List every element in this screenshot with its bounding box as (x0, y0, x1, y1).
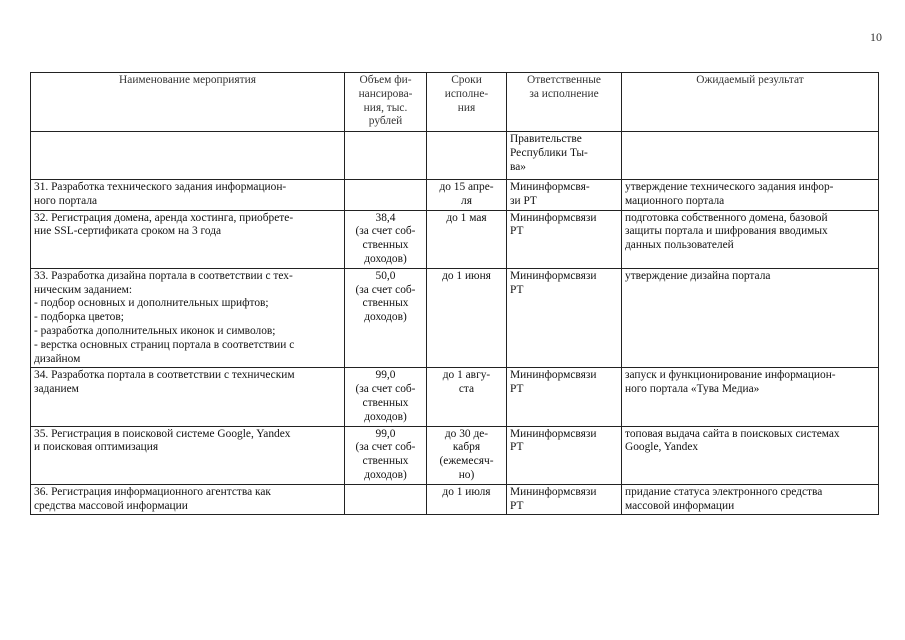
text-line: Республики Ты- (510, 146, 588, 159)
cell-result (622, 368, 879, 426)
text-line: Объем фи- (359, 74, 412, 86)
text-line: - верстка основных страниц портала в соответствии с (34, 338, 295, 351)
text-line: ва» (510, 160, 526, 173)
text-line: РТ (510, 499, 524, 512)
cell-responsible (507, 426, 622, 484)
cell-result (622, 268, 879, 368)
text-line: доходов) (364, 311, 407, 324)
text-line: защиты портала и шифрования вводимых (625, 225, 828, 238)
continuation-volume-cell (345, 132, 427, 180)
cell-responsible (507, 180, 622, 211)
text-line: зи РТ (510, 194, 537, 207)
text-line: утверждение технического задания инфор- (625, 181, 834, 193)
table-row (31, 180, 879, 211)
text-line: до 1 июля (442, 485, 491, 498)
text-line: доходов) (364, 468, 407, 481)
cell-result (622, 210, 879, 268)
text-line: до 15 апре- (439, 181, 494, 193)
header-result (622, 73, 879, 132)
cell-result (622, 484, 879, 515)
cell-responsible (507, 210, 622, 268)
text-line: средства массовой информации (34, 499, 188, 512)
text-line: мационного портала (625, 194, 725, 207)
text-line: 38,4 (375, 211, 396, 224)
text-line: 33. Разработка дизайна портала в соответствии с тех- (34, 269, 293, 282)
text-line: топовая выдача сайта в поисковых системах (625, 427, 840, 440)
cell-deadline (427, 484, 507, 515)
cell-responsible (507, 368, 622, 426)
cell-volume (345, 210, 427, 268)
table-header-row (31, 73, 879, 132)
text-line: ственных (362, 396, 409, 409)
action-plan-table (30, 72, 879, 515)
text-line: ническим заданием: (34, 283, 133, 296)
continuation-row (31, 132, 879, 180)
text-line: ста (458, 383, 475, 396)
text-line: массовой информации (625, 499, 735, 512)
text-line: ного портала (34, 194, 98, 207)
header-responsible (507, 73, 622, 132)
text-line: доходов) (364, 410, 407, 423)
text-line: но) (458, 468, 475, 481)
text-line: ние SSL-сертификата сроком на 3 года (34, 225, 222, 238)
text-line: 34. Разработка портала в соответствии с техническим (34, 369, 295, 382)
text-line: РТ (510, 225, 524, 238)
cell-name (31, 268, 345, 368)
text-line: Мининформсвязи (510, 269, 597, 282)
text-line: (за счет соб- (355, 441, 416, 454)
text-line: кабря (452, 441, 481, 454)
text-line: (за счет соб- (355, 283, 416, 296)
continuation-name-cell (31, 132, 345, 180)
text-line: - подборка цветов; (34, 311, 124, 324)
text-line: - разработка дополнительных иконок и символов; (34, 324, 276, 337)
table-row (31, 484, 879, 515)
text-line: доходов) (364, 252, 407, 265)
text-line: 99,0 (375, 427, 396, 440)
text-line: за исполнение (529, 87, 599, 100)
text-line: Правительстве (510, 133, 582, 145)
text-line: Google, Yandex (625, 441, 699, 454)
cell-volume (345, 368, 427, 426)
text-line: подготовка собственного домена, базовой (625, 211, 828, 224)
text-line: Ожидаемый результат (696, 74, 804, 86)
table-row (31, 268, 879, 368)
text-line: нансирова- (358, 87, 413, 100)
cell-name (31, 426, 345, 484)
text-line: ния, тыс. (363, 101, 408, 114)
cell-deadline (427, 210, 507, 268)
cell-volume (345, 268, 427, 368)
text-line: до 1 мая (446, 211, 487, 224)
text-line: утверждение дизайна портала (625, 269, 771, 282)
cell-name (31, 210, 345, 268)
continuation-deadline-cell (427, 132, 507, 180)
cell-volume (345, 180, 427, 211)
text-line: - подбор основных и дополнительных шрифтов; (34, 297, 269, 310)
text-line: (за счет соб- (355, 225, 416, 238)
cell-volume (345, 426, 427, 484)
cell-deadline (427, 268, 507, 368)
page-number: 10 (870, 30, 882, 44)
header-deadline (427, 73, 507, 132)
cell-volume (345, 484, 427, 515)
text-line: 31. Разработка технического задания информацион- (34, 181, 287, 193)
cell-deadline (427, 180, 507, 211)
header-name (31, 73, 345, 132)
text-line: Мининформсвязи (510, 427, 597, 440)
text-line: Сроки (451, 74, 482, 86)
continuation-result-cell (622, 132, 879, 180)
text-line: до 1 авгу- (442, 369, 491, 382)
cell-name (31, 368, 345, 426)
cell-name (31, 484, 345, 515)
text-line: Мининформсвязи (510, 369, 597, 382)
text-line: ственных (362, 297, 409, 310)
text-line: ля (461, 194, 472, 207)
table-row (31, 210, 879, 268)
cell-result (622, 180, 879, 211)
text-line: РТ (510, 283, 524, 296)
text-line: запуск и функционирование информацион- (625, 369, 836, 382)
text-line: и поисковая оптимизация (34, 441, 159, 454)
text-line: заданием (34, 383, 79, 396)
text-line: (ежемесяч- (439, 455, 494, 468)
text-line: Ответственные (527, 74, 601, 86)
text-line: данных пользователей (625, 239, 734, 252)
continuation-responsible-cell (507, 132, 622, 180)
cell-deadline (427, 426, 507, 484)
cell-deadline (427, 368, 507, 426)
text-line: придание статуса электронного средства (625, 485, 823, 498)
text-line: ного портала «Тува Медиа» (625, 383, 760, 396)
header-volume (345, 73, 427, 132)
text-line: Мининформсвязи (510, 485, 597, 498)
text-line: 50,0 (375, 269, 396, 282)
text-line: ственных (362, 455, 409, 468)
text-line: рублей (368, 115, 403, 128)
text-line: 35. Регистрация в поисковой системе Google, Yandex (34, 427, 291, 440)
text-line: ственных (362, 239, 409, 252)
text-line: ния (457, 101, 476, 114)
table-row (31, 368, 879, 426)
text-line: исполне- (444, 87, 489, 100)
text-line: дизайном (34, 352, 81, 365)
text-line: Мининформсвя- (510, 181, 590, 193)
text-line: 36. Регистрация информационного агентства как (34, 485, 271, 498)
table-row (31, 426, 879, 484)
cell-name (31, 180, 345, 211)
text-line: РТ (510, 441, 524, 454)
text-line: РТ (510, 383, 524, 396)
cell-responsible (507, 484, 622, 515)
text-line: до 1 июня (442, 269, 491, 282)
text-line: Наименование мероприятия (119, 74, 256, 86)
text-line: до 30 де- (444, 427, 489, 440)
cell-result (622, 426, 879, 484)
cell-responsible (507, 268, 622, 368)
text-line: Мининформсвязи (510, 211, 597, 224)
text-line: (за счет соб- (355, 383, 416, 396)
text-line: 99,0 (375, 369, 396, 382)
text-line: 32. Регистрация домена, аренда хостинга, приобрете- (34, 211, 294, 224)
